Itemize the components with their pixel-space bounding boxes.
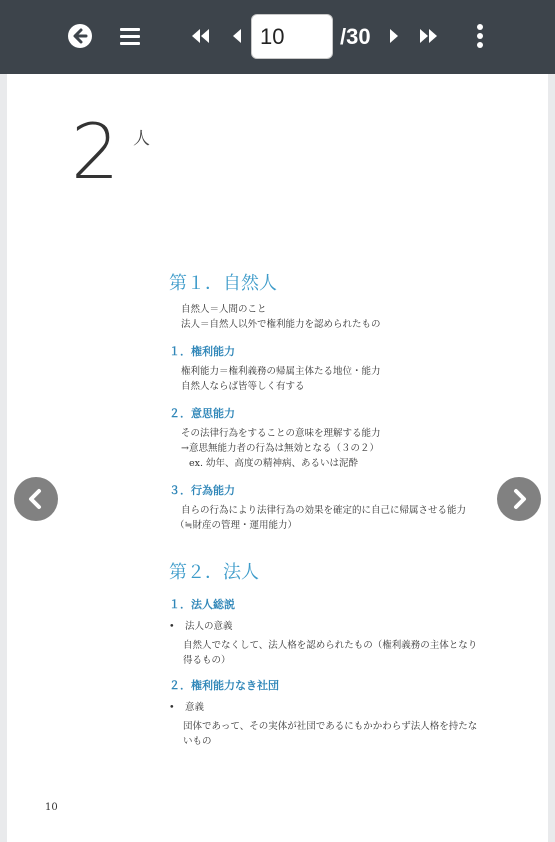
paragraph-line: （≒財産の管理・運用能力） (175, 520, 297, 531)
first-page-icon (189, 27, 213, 45)
next-page-button[interactable] (380, 22, 408, 50)
viewer-toolbar (0, 0, 555, 74)
more-vertical-icon (475, 23, 485, 49)
paragraph-line: いもの (183, 736, 212, 747)
chevron-left-icon (24, 487, 48, 511)
paragraph-line: その法律行為をすることの意味を理解する能力 (181, 428, 381, 439)
page-footer-number: 10 (45, 802, 58, 813)
bullet-item (169, 619, 509, 634)
circle-arrow-left-icon (67, 23, 93, 49)
subsection-heading: ２．権利能力なき社団 (169, 679, 279, 692)
section-heading: 第１．自然人 (169, 273, 277, 294)
section-heading: 第２．法人 (169, 562, 259, 583)
last-page-button[interactable] (414, 22, 442, 50)
bullet-label: 法人の意義 (185, 621, 233, 632)
prev-page-icon (230, 27, 244, 45)
page-total-label: /30 (340, 24, 371, 49)
paragraph-line: →意思無能力者の行為は無効となる（３の２） (181, 443, 379, 454)
back-button[interactable] (66, 22, 94, 50)
paragraph-line: 自然人＝人間のこと (181, 304, 267, 315)
prev-page-button[interactable] (223, 22, 251, 50)
paragraph-line: 法人＝自然人以外で権利能力を認められたもの (181, 319, 381, 330)
subsection-heading: ３．行為能力 (169, 484, 235, 497)
first-page-button[interactable] (187, 22, 215, 50)
menu-button[interactable] (116, 22, 144, 50)
more-options-button[interactable] (466, 22, 494, 50)
subsection-heading: ２．意思能力 (169, 407, 235, 420)
paragraph-line: 自然人でなくして、法人格を認められたもの（権利義務の主体となり (183, 640, 478, 651)
chevron-right-icon (507, 487, 531, 511)
bullet-item (169, 700, 509, 715)
paragraph-line: 団体であって、その実体が社団であるにもかかわらず法人格を持たな (183, 721, 478, 732)
paragraph-line: 自らの行為により法律行為の効果を確定的に自己に帰属させる能力 (181, 505, 467, 516)
last-page-icon (416, 27, 440, 45)
example-line: ex. 幼年、高度の精神病、あるいは泥酔 (189, 458, 359, 469)
chapter-title: 人 (133, 129, 150, 149)
chapter-number: 2 (71, 107, 120, 196)
page-content (169, 272, 509, 749)
next-page-arrow[interactable] (497, 477, 541, 521)
page-number-input[interactable] (251, 14, 333, 59)
bullet-icon: • (169, 702, 175, 713)
bullet-label: 意義 (185, 702, 205, 713)
subsection-heading: １．権利能力 (169, 345, 235, 358)
next-page-icon (387, 27, 401, 45)
subsection-heading: １．法人総説 (169, 598, 235, 611)
previous-page-arrow[interactable] (14, 477, 58, 521)
bullet-icon: • (169, 621, 175, 632)
paragraph-line: 権利能力＝権利義務の帰属主体たる地位・能力 (181, 366, 381, 377)
hamburger-menu-icon (118, 25, 142, 47)
paragraph-line: 自然人ならば皆等しく有する (181, 381, 305, 392)
paragraph-line: 得るもの） (183, 655, 231, 666)
document-page (7, 74, 548, 842)
